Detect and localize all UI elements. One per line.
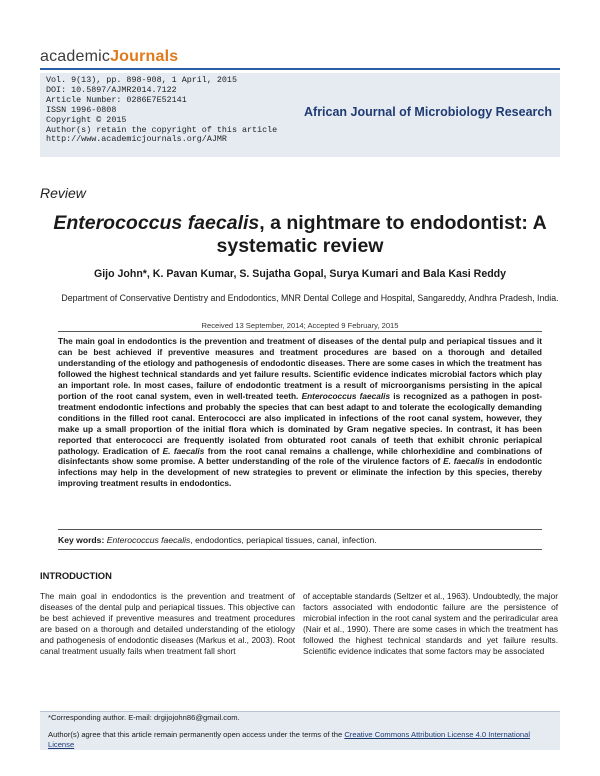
meta-article-number: Article Number: 0286E7E52141 [46,94,187,105]
article-type: Review [40,185,86,201]
keywords-bottom-rule [58,549,542,550]
keywords-top-rule [58,529,542,530]
affiliation: Department of Conservative Dentistry and Endodontics, MNR Dental College and Hospital, Sangareddy, Andhra Pradesh, India. [61,293,559,303]
article-metadata [46,76,277,145]
license-link[interactable]: Creative Commons Attribution License 4.0 International License [48,730,531,749]
meta-doi: DOI: 10.5897/AJMR2014.7122 [46,84,177,95]
intro-column-right: of acceptable standards (Seltzer et al., 1963). Undoubtedly, the major factors associated with endodontic failure are the persistence of microbial infection in the root canal system and the periradicular area (Nair et al., 1990). There are some cases in which the treatment has followed the highest technical standards and yet failure results. Scientific evidence indicates that some factors may be associated [303,591,558,656]
received-dates: Received 13 September, 2014; Accepted 9 February, 2015 [201,321,399,330]
journal-name: African Journal of Microbiology Research [304,105,552,119]
corresponding-author: *Corresponding author. E-mail: drgijojohn86@gmail.com. [48,713,240,722]
article-title [40,212,560,258]
abstract-top-rule [58,331,542,332]
meta-volume: Vol. 9(13), pp. 898-908, 1 April, 2015 [46,75,237,85]
meta-copyright: Copyright © 2015 [46,114,127,125]
meta-url[interactable]: http://www.academicjournals.org/AJMR [46,134,227,145]
title-species: Enterococcus faecalis [53,212,260,234]
intro-column-left: The main goal in endodontics is the prevention and treatment of diseases of the dental pulp and periapical tissues. This objective can be best achieved if preventive measures and treatment procedures are based on a thorough and detailed understanding of the etiology and pathogenesis of endodontic diseases (Markus et al., 2003). Root canal treatment usually fails when treatment fall short [40,591,295,656]
meta-issn: ISSN 1996-0808 [46,104,117,115]
header-rule [40,68,560,70]
abstract: The main goal in endodontics is the prevention and treatment of diseases of the dental pulp and periapical tissues and it can be best achieved if preventive measures and treatment procedures are based on a thorough and detailed understanding of the etiology and pathogenesis of endodontic diseases. There are some cases in which the treatment has followed the highest technical standards and yet failure results. Scientific evidence indicates microbial factors which play an important role. In most cases, failure of endodontic treatment is a result of microorganisms persisting in the apical portion of the root canal system, even in well-treated teeth. Enterococcus faecalis is recognized as a pathogen in post-treatment endodontic infections and probably the species that can best adapt to and tolerate the ecologically demanding conditions in the filled root canal. Enterococci are also implicated in infections of the root canal system, however, they make up a small proportion of the initial flora which is dominated by Gram negative species. In contrast, it has been reported that enterococci are frequently isolated from obturated root canals of teeth that exhibit chronic periapical pathology. Eradication of E. faecalis from the root canal remains a challenge, while chlorhexidine and combinations of disinfectants show some promise. A better understanding of the role of the virulence factors of E. faecalis in endodontic infections may help in the development of new strategies to prevent or eliminate the infection by this species, thereby improving treatment results in endodontics. [58,336,543,489]
title-rest: , a nightmare to endodontist: A systematic review [216,212,547,257]
journal-logo: academicJournals [40,48,179,65]
author-list: Gijo John*, K. Pavan Kumar, S. Sujatha Gopal, Surya Kumari and Bala Kasi Reddy [93,268,507,280]
keywords: Key words: Enterococcus faecalis, endodontics, periapical tissues, canal, infection. [58,535,377,545]
keywords-label: Key words: [58,535,105,545]
meta-author-rights: Author(s) retain the copyright of this article [46,124,278,135]
license-note: Author(s) agree that this article remain permanently open access under the terms of the Creative Commons Attribution License 4.0 International License [48,730,531,749]
section-heading-introduction: INTRODUCTION [40,570,112,581]
